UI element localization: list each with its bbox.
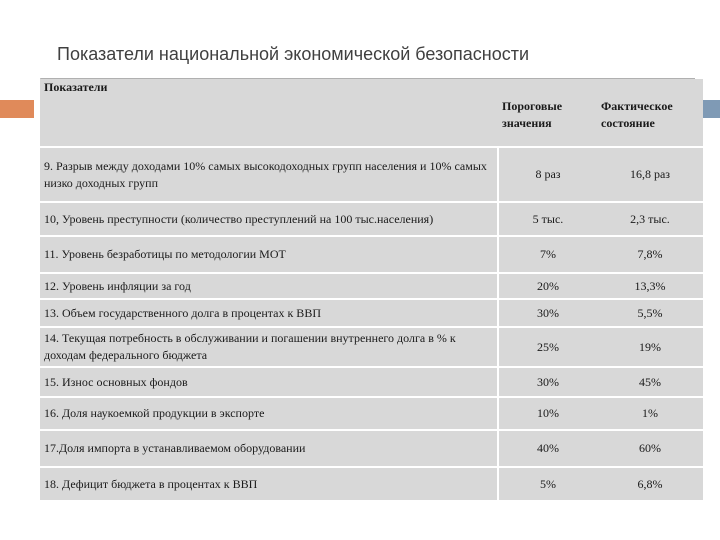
row-threshold: 25%: [498, 327, 597, 367]
accent-bar-left: [0, 100, 34, 118]
table-row: [40, 397, 703, 430]
row-actual: 45%: [597, 367, 703, 397]
row-threshold: 5%: [498, 467, 597, 501]
row-actual: 1%: [597, 397, 703, 430]
row-indicator: 15. Износ основных фондов: [40, 367, 498, 397]
table-row: [40, 202, 703, 236]
row-actual: 5,5%: [597, 299, 703, 327]
row-indicator: 10, Уровень преступности (количество преступлений на 100 тыс.населения): [40, 202, 498, 236]
table-row: [40, 367, 703, 397]
table-row: [40, 299, 703, 327]
table-row: [40, 147, 703, 202]
row-actual: 19%: [597, 327, 703, 367]
row-indicator: 16. Доля наукоемкой продукции в экспорте: [40, 397, 498, 430]
header-threshold: Пороговые значения: [498, 79, 597, 147]
row-actual: 60%: [597, 430, 703, 467]
header-actual: Фактическое состояние: [597, 79, 703, 147]
row-indicator: 12. Уровень инфляции за год: [40, 273, 498, 299]
row-actual: 2,3 тыс.: [597, 202, 703, 236]
row-threshold: 30%: [498, 367, 597, 397]
row-threshold: 5 тыс.: [498, 202, 597, 236]
row-threshold: 20%: [498, 273, 597, 299]
row-threshold: 7%: [498, 236, 597, 273]
table-header-row: [40, 79, 703, 147]
row-threshold: 30%: [498, 299, 597, 327]
table-row: [40, 430, 703, 467]
row-indicator: 11. Уровень безработицы по методологии МОТ: [40, 236, 498, 273]
page-title: Показатели национальной экономической безопасности: [57, 44, 530, 64]
table-row: [40, 273, 703, 299]
header-indicator: Показатели: [40, 79, 498, 147]
table-row: [40, 327, 703, 367]
row-threshold: 10%: [498, 397, 597, 430]
row-threshold: 8 раз: [498, 147, 597, 202]
table-row: [40, 236, 703, 273]
row-indicator: 17.Доля импорта в устанавливаемом оборудовании: [40, 430, 498, 467]
row-actual: 13,3%: [597, 273, 703, 299]
security-indicators-table: [40, 79, 703, 502]
row-indicator: 14. Текущая потребность в обслуживании и погашении внутреннего долга в % к доходам федерального бюджета: [40, 327, 498, 367]
row-indicator: 13. Объем государственного долга в процентах к ВВП: [40, 299, 498, 327]
row-indicator: 9. Разрыв между доходами 10% самых высокодоходных групп населения и 10% самых низко доходных групп: [40, 147, 498, 202]
row-actual: 16,8 раз: [597, 147, 703, 202]
row-actual: 7,8%: [597, 236, 703, 273]
row-threshold: 40%: [498, 430, 597, 467]
row-indicator: 18. Дефицит бюджета в процентах к ВВП: [40, 467, 498, 501]
table-row: [40, 467, 703, 501]
row-actual: 6,8%: [597, 467, 703, 501]
